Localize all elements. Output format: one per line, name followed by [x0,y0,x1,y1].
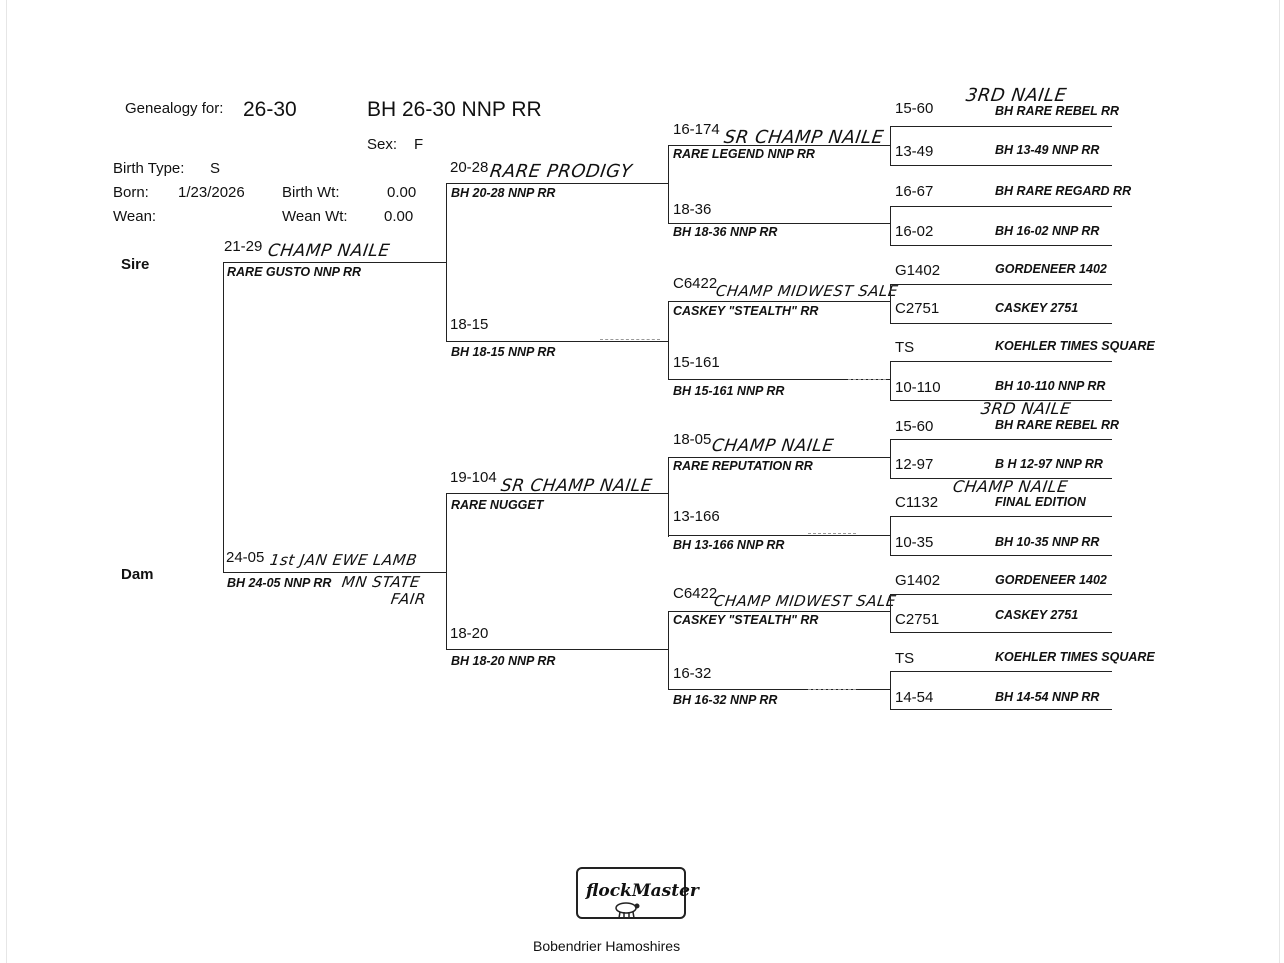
gen4-name-8: BH 10-110 NNP RR [995,379,1106,393]
gen3-line-6 [668,535,890,536]
gen4-line-2 [890,165,1112,166]
gen3-name-7: CASKEY "STEALTH" RR [673,613,819,627]
gen4-line-11 [890,516,1112,517]
gen4-connector-4 [890,361,891,400]
gen4-tag-13: G1402 [895,572,941,589]
gen2-tag-1: 20-28 [450,159,489,176]
gen4-name-2: BH 13-49 NNP RR [995,143,1100,157]
gen4-line-9 [890,439,1112,440]
gen3-connector-3 [668,457,669,537]
birth-wt-label: Birth Wt: [282,184,340,201]
gen2-name-1: BH 20-28 NNP RR [451,186,556,200]
birth-wt-value: 0.00 [387,184,417,201]
gen2-tag-3: 19-104 [450,469,497,486]
gen4-tag-12: 10-35 [895,534,934,551]
gen3-tag-4: 15-161 [673,354,720,371]
gen4-tag-14: C2751 [895,611,940,628]
dam-name: BH 24-05 NNP RR [227,576,332,590]
gen4-tag-10: 12-97 [895,456,934,473]
gen4-connector-3 [890,284,891,323]
gen4-name-7: KOEHLER TIMES SQUARE [995,339,1155,353]
gen4-connector-6 [890,516,891,555]
gen2-name-2: BH 18-15 NNP RR [451,345,556,359]
gen2-line-1 [446,183,668,184]
gen3-name-2: BH 18-36 NNP RR [673,225,778,239]
gen4-name-14: CASKEY 2751 [995,608,1079,622]
gen4-tag-8: 10-110 [895,379,941,396]
gen3-name-5: RARE REPUTATION RR [673,459,813,473]
gen3-note-1: SR CHAMP NAILE [722,127,886,148]
gen4-line-7 [890,361,1112,362]
gen4-connector-2 [890,206,891,245]
gen3-connector-1 [668,145,669,223]
gen4-name-4: BH 16-02 NNP RR [995,224,1100,238]
gen4-tag-2: 13-49 [895,143,934,160]
wean-wt-value: 0.00 [384,208,414,225]
gen3-name-3: CASKEY "STEALTH" RR [673,304,819,318]
subject-name: BH 26-30 NNP RR [367,98,542,121]
breeder-name: Bobendrier Hamoshires [533,938,681,954]
gen3-line-8 [668,689,890,690]
dam-handwritten-note-3: FAIR [389,590,428,608]
gen3-line-7 [668,611,890,612]
gen4-tag-6: C2751 [895,300,940,317]
gen2-note-1: RARE PRODIGY [488,161,634,182]
gen4-tag-1: 15-60 [895,100,934,117]
gen4-line-14 [890,632,1112,633]
birth-type-label: Birth Type: [113,160,185,177]
gen3-line-2 [668,223,890,224]
dam-tag: 24-05 [226,549,265,566]
gen4-connector-1 [890,126,891,165]
gen3-tag-7: C6422 [673,585,718,602]
gen4-line-16 [890,709,1112,710]
gen4-name-6: CASKEY 2751 [995,301,1079,315]
gen3-line-5 [668,457,890,458]
gen4-name-9: BH RARE REBEL RR [995,418,1120,432]
sire-branch-connector [446,183,447,342]
sire-tag: 21-29 [224,238,263,255]
gen4-line-1 [890,126,1112,127]
gen3-note-5: CHAMP NAILE [710,436,836,456]
scan-mark [600,339,660,340]
gen2-line-4 [446,649,668,650]
sex-label: Sex: [367,136,398,153]
gen2-note-3: SR CHAMP NAILE [499,476,654,496]
gen4-line-6 [890,323,1112,324]
gen3-name-4: BH 15-161 NNP RR [673,384,785,398]
gen3-tag-8: 16-32 [673,665,712,682]
gen3-name-8: BH 16-32 NNP RR [673,693,778,707]
gen4-line-13 [890,594,1112,595]
gen3-tag-1: 16-174 [673,121,720,138]
sex-value: F [414,136,424,153]
dam-line [223,572,446,573]
logo-text: flockMaster [586,881,699,901]
gen4-tag-7: TS [895,339,915,356]
gen4-name-15: KOEHLER TIMES SQUARE [995,650,1155,664]
gen4-tag-9: 15-60 [895,418,934,435]
gen4-line-5 [890,284,1112,285]
gen4-name-11: FINAL EDITION [995,495,1086,509]
sire-label: Sire [121,256,150,273]
wean-label: Wean: [113,208,157,225]
gen4-tag-3: 16-67 [895,183,934,200]
gen3-line-1 [668,145,890,146]
gen4-tag-16: 14-54 [895,689,934,706]
born-value: 1/23/2026 [178,184,245,201]
gen3-tag-5: 18-05 [673,431,712,448]
sire-name: RARE GUSTO NNP RR [227,265,362,279]
gen4-tag-5: G1402 [895,262,941,279]
gen2-line-3 [446,493,668,494]
birth-type-value: S [210,160,221,177]
gen4-note-1: 3RD NAILE [964,85,1069,106]
sire-line [223,262,446,263]
gen4-line-12 [890,555,1112,556]
wean-wt-label: Wean Wt: [282,208,348,225]
gen4-connector-5 [890,439,891,478]
dam-label: Dam [121,566,154,583]
gen3-name-1: RARE LEGEND NNP RR [673,147,815,161]
gen3-tag-6: 13-166 [673,508,720,525]
gen4-connector-8 [890,671,891,709]
born-label: Born: [113,184,149,201]
gen4-name-10: B H 12-97 NNP RR [995,457,1103,471]
gen4-name-16: BH 14-54 NNP RR [995,690,1100,704]
dam-branch-connector [446,493,447,649]
genealogy-label: Genealogy for: [125,100,224,117]
gen4-connector-7 [890,594,891,632]
gen2-tag-2: 18-15 [450,316,489,333]
scan-mark [808,689,856,690]
sheep-icon [612,902,642,918]
gen3-tag-3: C6422 [673,275,718,292]
sire-dam-connector [223,262,224,572]
gen4-note-9: 3RD NAILE [979,399,1073,418]
gen4-name-12: BH 10-35 NNP RR [995,535,1100,549]
gen2-name-4: BH 18-20 NNP RR [451,654,556,668]
gen4-name-13: GORDENEER 1402 [995,573,1107,587]
gen4-name-3: BH RARE REGARD RR [995,184,1132,198]
gen3-line-3 [668,301,890,302]
flockmaster-logo [576,867,699,919]
gen2-line-2 [446,341,668,342]
scan-mark [808,533,856,534]
gen3-connector-4 [668,611,669,689]
subject-tag: 26-30 [243,98,297,121]
gen3-connector-2 [668,301,669,379]
gen4-tag-15: TS [895,650,915,667]
sire-handwritten-note: CHAMP NAILE [266,241,392,261]
gen4-line-15 [890,671,1112,672]
gen4-tag-11: C1132 [895,494,939,511]
gen3-tag-2: 18-36 [673,201,712,218]
scan-mark [848,379,886,380]
gen4-note-11: CHAMP NAILE [951,477,1070,496]
gen4-name-1: BH RARE REBEL RR [995,104,1120,118]
dam-handwritten-note-2: MN STATE [340,573,422,591]
gen3-note-3: CHAMP MIDWEST SALE [714,282,900,300]
gen2-tag-4: 18-20 [450,625,489,642]
gen3-name-6: BH 13-166 NNP RR [673,538,785,552]
gen4-line-3 [890,206,1112,207]
gen4-name-5: GORDENEER 1402 [995,262,1107,276]
gen3-note-7: CHAMP MIDWEST SALE [712,592,898,610]
gen4-tag-4: 16-02 [895,223,934,240]
gen4-line-4 [890,245,1112,246]
gen2-name-3: RARE NUGGET [451,498,544,512]
dam-handwritten-note: 1st JAN EWE LAMB [268,551,419,569]
